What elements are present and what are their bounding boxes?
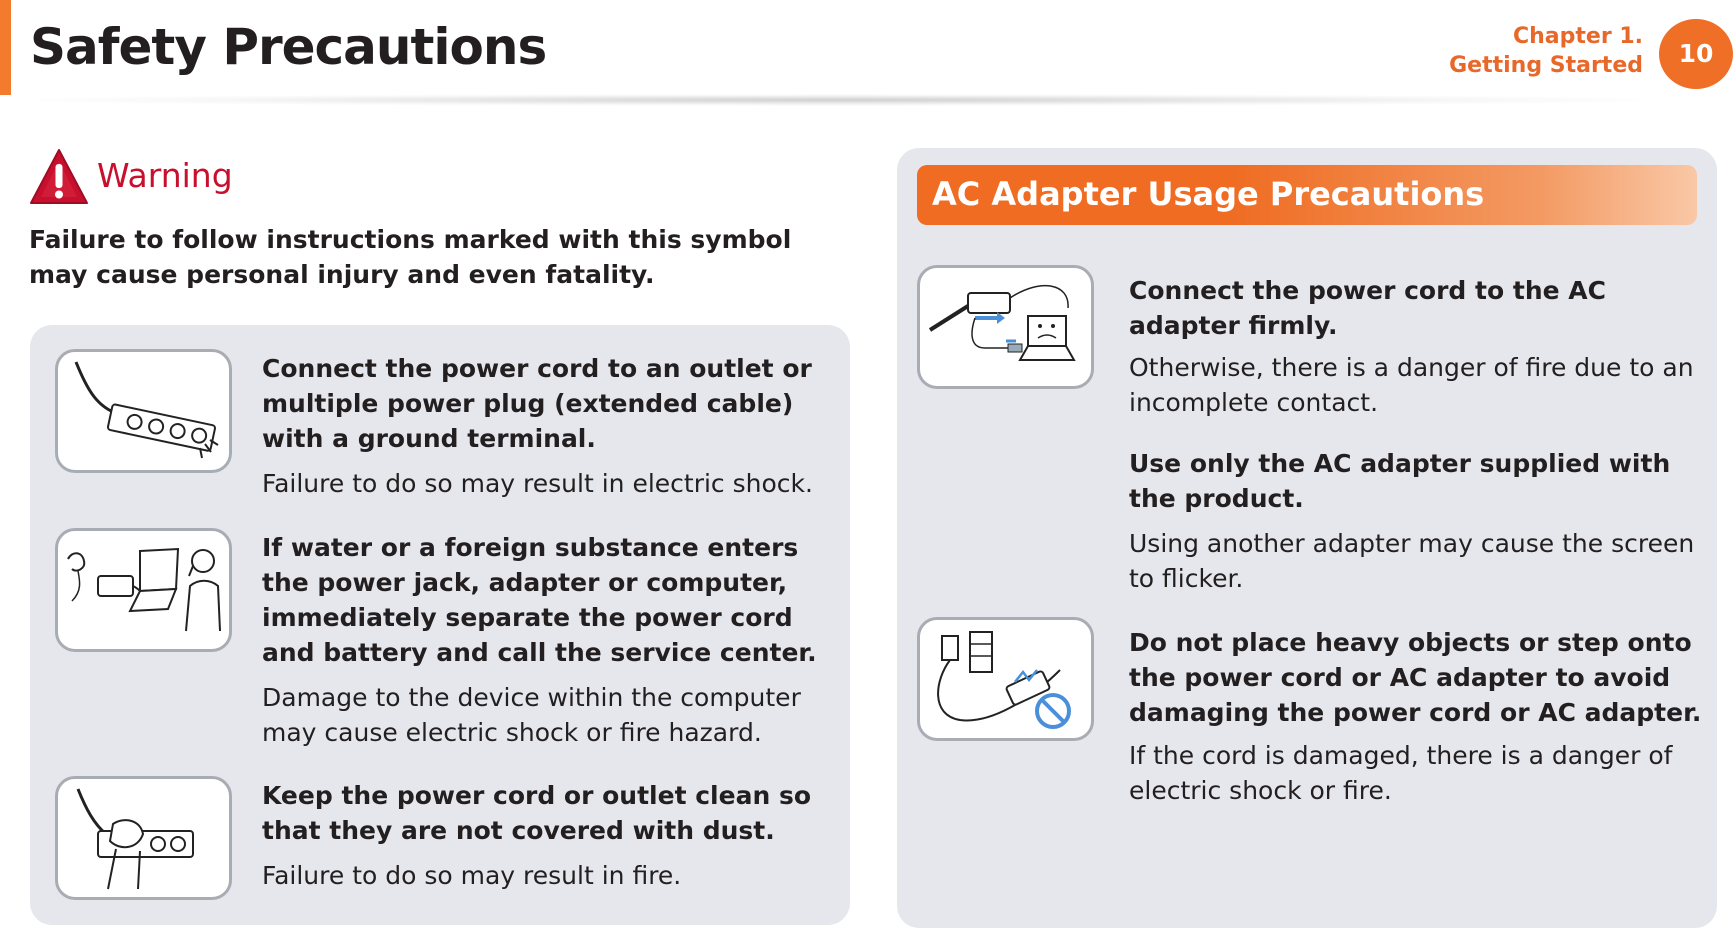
chapter-name: Getting Started [1449, 53, 1643, 78]
cleaning-outlet-illustration [55, 776, 232, 900]
header-divider [40, 94, 1640, 106]
left-item-1-body: Failure to do so may result in electric shock. [262, 469, 813, 498]
page-number-badge: 10 [1659, 19, 1733, 89]
ac-item-1-title: Connect the power cord to the AC adapter ﬁrmly. [1129, 276, 1606, 340]
chapter-number: Chapter 1. [1512, 24, 1643, 49]
left-item-3-title: Keep the power cord or outlet clean so that they are not covered with dust. [262, 781, 812, 845]
adapter-connection-illustration [917, 265, 1094, 389]
ac-item-1-body: Otherwise, there is a danger of ﬁre due to an incomplete contact. [1129, 353, 1694, 417]
chapter-label [1449, 22, 1643, 80]
left-item-1-title: Connect the power cord to an outlet or multiple power plug (extended cable) with a ground terminal. [262, 354, 812, 453]
ac-item-3-body: If the cord is damaged, there is a danger of electric shock or ﬁre. [1129, 741, 1673, 805]
ac-adapter-section-title: AC Adapter Usage Precautions [932, 175, 1485, 213]
page-title: Safety Precautions [30, 18, 547, 76]
left-item-2-body: Damage to the device within the computer may cause electric shock or ﬁre hazard. [262, 683, 801, 747]
ac-item-3-title: Do not place heavy objects or step onto the power cord or AC adapter to avoid damaging the power cord or AC adapter. [1129, 628, 1702, 727]
left-item-3-body: Failure to do so may result in ﬁre. [262, 861, 682, 890]
warning-label: Warning [97, 156, 233, 195]
damaged-cord-prohibited-illustration [917, 617, 1094, 741]
service-call-illustration [55, 528, 232, 652]
ac-item-2-title: Use only the AC adapter supplied with the product. [1129, 449, 1671, 513]
ac-item-2-body: Using another adapter may cause the screen to ﬂicker. [1129, 529, 1695, 593]
left-item-2-title: If water or a foreign substance enters the power jack, adapter or computer, immediately separate the power cord and battery and call the service center. [262, 533, 817, 667]
header-accent-bar [0, 0, 11, 95]
power-strip-illustration [55, 349, 232, 473]
warning-triangle-icon [28, 147, 90, 211]
warning-description: Failure to follow instructions marked with this symbol may cause personal injury and even fatality. [29, 225, 792, 289]
